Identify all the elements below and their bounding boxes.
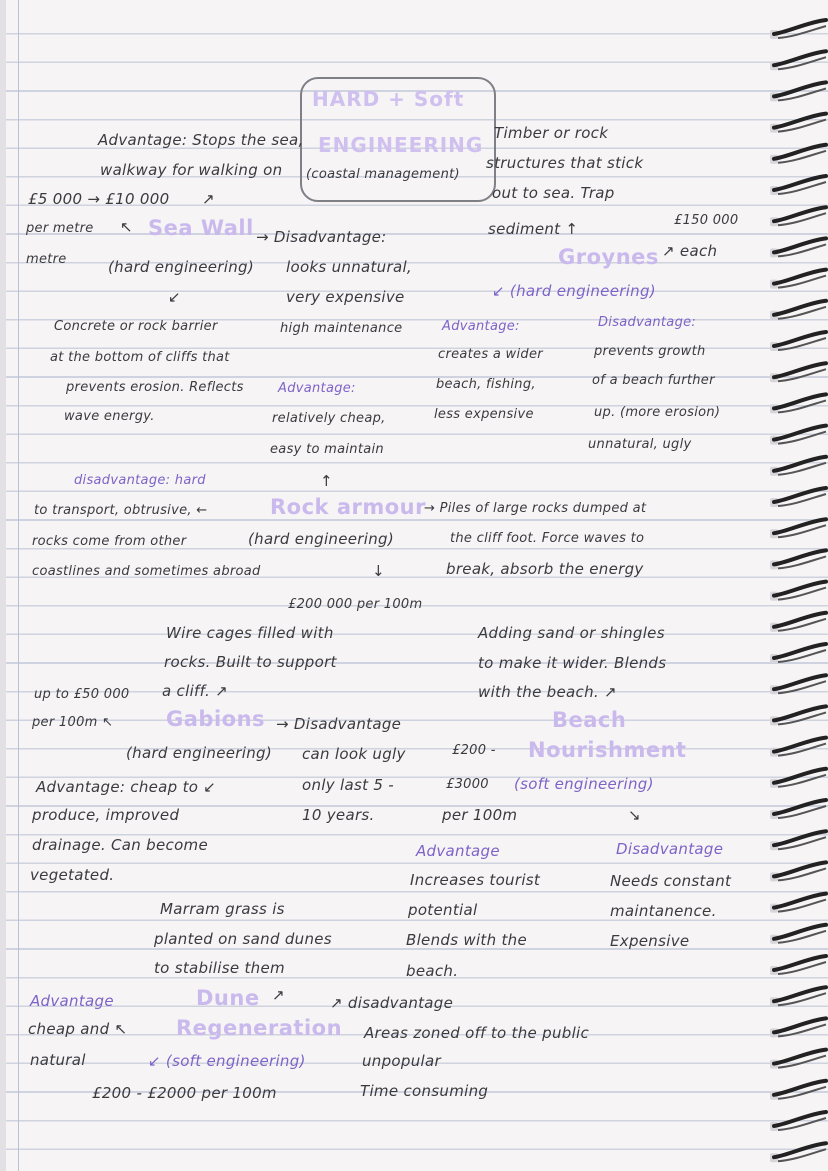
dune-heading-2: Regeneration	[176, 1016, 343, 1040]
spiral-ring	[770, 426, 826, 445]
gabions-advantage-1: Advantage: cheap to ↙	[36, 778, 217, 796]
arrow-down-icon: ↘	[628, 806, 641, 824]
spiral-ring	[770, 488, 826, 507]
groynes-disadvantage-1: prevents growth	[594, 344, 706, 359]
groynes-advantage-title: Advantage:	[442, 319, 520, 334]
dune-description-1: Marram grass is	[160, 900, 285, 918]
spiral-ring	[770, 769, 826, 788]
spiral-ring	[770, 987, 826, 1006]
beach-advantage-3: Blends with the	[406, 931, 528, 949]
spiral-ring	[770, 270, 826, 289]
groynes-advantage-3: less expensive	[434, 407, 534, 422]
gabions-disadvantage-3: 10 years.	[302, 806, 375, 824]
rockarmour-disadvantage-3: rocks come from other	[32, 534, 187, 549]
beach-heading-1: Beach	[552, 708, 627, 732]
seawall-description-3: prevents erosion. Reflects	[66, 380, 244, 395]
gabions-heading: Gabions	[166, 707, 266, 731]
spiral-ring	[770, 831, 826, 850]
spiral-ring	[770, 176, 826, 195]
spiral-ring	[770, 145, 826, 164]
dune-disadvantage-title: ↗ disadvantage	[330, 994, 454, 1012]
rockarmour-type: (hard engineering)	[248, 530, 395, 548]
gabions-cost-1: up to £50 000	[34, 687, 130, 702]
groynes-cost: £150 000	[674, 213, 739, 228]
beach-description-3: with the beach. ↗	[478, 683, 617, 701]
spiral-ring	[770, 644, 826, 663]
spiral-ring	[770, 207, 826, 226]
groynes-heading: Groynes	[558, 245, 659, 269]
spiral-ring	[770, 1081, 826, 1100]
gabions-advantage-4: vegetated.	[30, 866, 115, 884]
beach-disadvantage-3: Expensive	[610, 932, 690, 950]
rockarmour-description-1: → Piles of large rocks dumped at	[424, 501, 647, 516]
spiral-ring	[770, 20, 826, 39]
beach-description-2: to make it wider. Blends	[478, 654, 667, 672]
title-subtitle: (coastal management)	[306, 167, 460, 182]
dune-description-2: planted on sand dunes	[154, 930, 332, 948]
rockarmour-advantage-title: Advantage:	[278, 381, 356, 396]
arrow-down-icon: ↙	[168, 288, 181, 306]
beach-cost-2: £3000	[446, 777, 489, 792]
title-line-2: ENGINEERING	[318, 133, 484, 157]
spiral-ring	[770, 238, 826, 257]
beach-advantage-4: beach.	[406, 962, 459, 980]
beach-description-1: Adding sand or shingles	[478, 624, 665, 642]
spiral-ring	[770, 1018, 826, 1037]
groynes-advantage-2: beach, fishing,	[436, 377, 536, 392]
arrow-up-icon: ↗	[272, 986, 285, 1004]
spiral-ring	[770, 925, 826, 944]
beach-heading-2: Nourishment	[528, 738, 687, 762]
gabions-disadvantage-1: can look ugly	[302, 745, 406, 763]
gabions-description-1: Wire cages filled with	[166, 624, 334, 642]
seawall-disadvantage-2: looks unnatural,	[286, 258, 412, 276]
beach-cost-1: £200 -	[452, 743, 496, 758]
arrow-icon: ↖	[120, 218, 133, 236]
beach-disadvantage-1: Needs constant	[610, 872, 732, 890]
groynes-cost-each: ↗ each	[662, 242, 718, 260]
spiral-binding	[768, 0, 828, 1171]
spiral-ring	[770, 613, 826, 632]
rockarmour-cost: £200 000 per 100m	[288, 597, 423, 612]
spiral-ring	[770, 582, 826, 601]
spiral-ring	[770, 1112, 826, 1131]
rockarmour-advantage-1: relatively cheap,	[272, 411, 386, 426]
spiral-ring	[770, 894, 826, 913]
groynes-description-2: structures that stick	[486, 154, 644, 172]
beach-advantage-1: Increases tourist	[410, 871, 541, 889]
dune-disadvantage-3: Time consuming	[360, 1082, 489, 1100]
dune-description-3: to stabilise them	[154, 959, 285, 977]
spiral-ring	[770, 114, 826, 133]
dune-disadvantage-2: unpopular	[362, 1052, 441, 1070]
spiral-ring	[770, 1143, 826, 1162]
gabions-type: (hard engineering)	[126, 744, 273, 762]
beach-disadvantage-2: maintanence.	[610, 902, 717, 920]
rockarmour-advantage-2: easy to maintain	[270, 442, 384, 457]
arrow-down-icon: ↓	[372, 562, 385, 580]
rockarmour-disadvantage-2: to transport, obtrusive, ←	[34, 503, 208, 518]
dune-advantage-1: cheap and ↖	[28, 1020, 128, 1038]
spiral-ring	[770, 862, 826, 881]
spiral-ring	[770, 363, 826, 382]
groynes-description-4: sediment ↑	[488, 220, 579, 238]
seawall-advantage-1: Advantage: Stops the sea,	[98, 131, 304, 149]
groynes-disadvantage-2: of a beach further	[592, 373, 715, 388]
gabions-disadvantage-2: only last 5 -	[302, 776, 394, 794]
spiral-ring	[770, 301, 826, 320]
spiral-ring	[770, 82, 826, 101]
spiral-ring	[770, 457, 826, 476]
seawall-cost-unit: per metre	[26, 221, 94, 236]
spiral-ring	[770, 738, 826, 757]
spiral-ring	[770, 706, 826, 725]
groynes-disadvantage-4: unnatural, ugly	[588, 437, 692, 452]
spiral-ring	[770, 394, 826, 413]
seawall-description-4: wave energy.	[64, 409, 155, 424]
margin-line	[18, 0, 19, 1171]
seawall-type: (hard engineering)	[108, 258, 255, 276]
rockarmour-description-3: break, absorb the energy	[446, 560, 644, 578]
arrow-up-icon: ↑	[320, 472, 333, 490]
dune-advantage-2: natural	[30, 1051, 86, 1069]
rockarmour-disadvantage-4: coastlines and sometimes abroad	[32, 564, 261, 579]
beach-cost-3: per 100m	[442, 806, 518, 824]
beach-advantage-2: potential	[408, 901, 478, 919]
groynes-disadvantage-3: up. (more erosion)	[594, 405, 721, 420]
rockarmour-description-2: the cliff foot. Force waves to	[450, 531, 645, 546]
dune-disadvantage-1: Areas zoned off to the public	[364, 1024, 590, 1042]
spiral-ring	[770, 519, 826, 538]
spiral-ring	[770, 550, 826, 569]
seawall-metre: metre	[26, 252, 67, 267]
title-line-1: HARD + Soft	[312, 87, 465, 111]
groynes-description-1: Timber or rock	[494, 124, 609, 142]
gabions-advantage-3: drainage. Can become	[32, 836, 208, 854]
seawall-heading: Sea Wall	[148, 216, 254, 240]
spiral-ring	[770, 956, 826, 975]
groynes-disadvantage-title: Disadvantage:	[598, 315, 697, 330]
rockarmour-heading: Rock armour	[270, 495, 426, 519]
seawall-description-1: Concrete or rock barrier	[54, 319, 218, 334]
gabions-description-2: rocks. Built to support	[164, 653, 337, 671]
seawall-disadvantage-1: → Disadvantage:	[256, 228, 387, 246]
gabions-cost-2: per 100m ↖	[32, 715, 114, 730]
gabions-description-3: a cliff. ↗	[162, 682, 228, 700]
beach-disadvantage-title: Disadvantage	[616, 840, 724, 858]
gabions-advantage-2: produce, improved	[32, 806, 180, 824]
beach-advantage-title: Advantage	[416, 842, 500, 860]
seawall-disadvantage-3: very expensive	[286, 288, 405, 306]
spiral-ring	[770, 332, 826, 351]
arrow-up-icon: ↗	[202, 190, 215, 208]
groynes-type: ↙ (hard engineering)	[492, 282, 656, 300]
spiral-ring	[770, 51, 826, 70]
page-edge	[0, 0, 6, 1171]
dune-cost: £200 - £2000 per 100m	[92, 1084, 277, 1102]
dune-type: ↙ (soft engineering)	[148, 1052, 306, 1070]
groynes-advantage-1: creates a wider	[438, 347, 543, 362]
groynes-description-3: out to sea. Trap	[492, 184, 615, 202]
seawall-disadvantage-4: high maintenance	[280, 321, 403, 336]
seawall-description-2: at the bottom of cliffs that	[50, 350, 230, 365]
beach-type: (soft engineering)	[514, 775, 654, 793]
rockarmour-disadvantage-1: disadvantage: hard	[74, 473, 206, 488]
gabions-disadvantage-title: → Disadvantage	[276, 715, 402, 733]
spiral-ring	[770, 1050, 826, 1069]
seawall-advantage-2: walkway for walking on	[100, 161, 283, 179]
spiral-ring	[770, 800, 826, 819]
dune-advantage-title: Advantage	[30, 992, 114, 1010]
spiral-ring	[770, 675, 826, 694]
dune-heading-1: Dune	[196, 986, 260, 1010]
seawall-cost: £5 000 → £10 000	[28, 190, 170, 208]
